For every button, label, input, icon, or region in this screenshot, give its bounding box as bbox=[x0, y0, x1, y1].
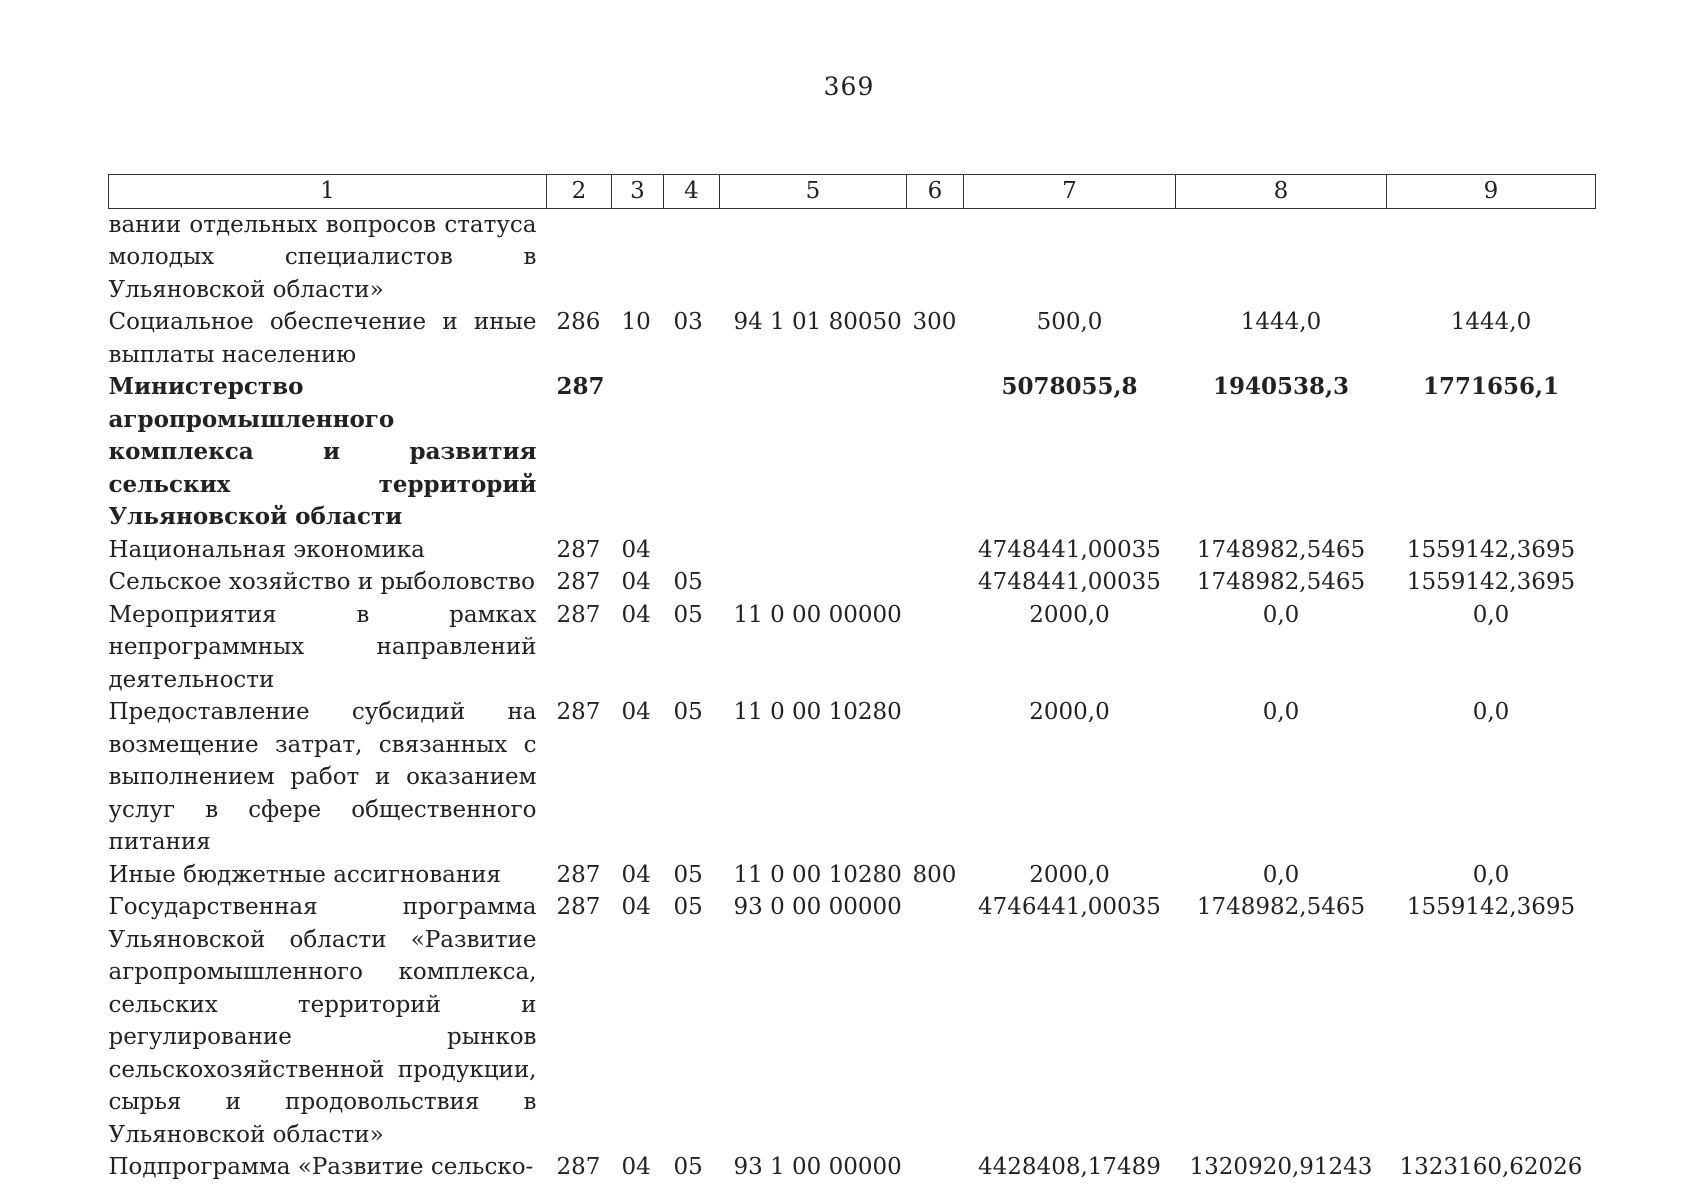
row-value-col9: 1444,0 bbox=[1450, 309, 1532, 335]
header-col-1: 1 bbox=[109, 175, 547, 209]
row-ministry-code: 287 bbox=[556, 373, 605, 400]
table-row bbox=[109, 371, 1596, 534]
row-value-col9: 1559142,3695 bbox=[1406, 894, 1576, 920]
row-expense-type bbox=[907, 534, 964, 567]
row-value-col9: 1559142,3695 bbox=[1406, 569, 1576, 595]
row-value-col8: 1748982,5465 bbox=[1196, 536, 1366, 563]
header-col-7: 7 bbox=[964, 175, 1176, 209]
row-section: 04 bbox=[621, 536, 651, 563]
row-subsection: 05 bbox=[673, 601, 703, 628]
row-ministry-code: 287 bbox=[556, 536, 601, 563]
row-ministry-code: 287 bbox=[556, 1154, 601, 1180]
row-value-col9: 1559142,3695 bbox=[1406, 536, 1576, 563]
table-header-row bbox=[109, 175, 1596, 209]
row-value-col7: 4748441,00035 bbox=[978, 536, 1161, 563]
row-value-col7: 2000,0 bbox=[1029, 601, 1110, 628]
row-name: Министерство агропромышленного комплекса и развития сельских территорий Ульяновской области bbox=[108, 373, 537, 530]
table-row bbox=[109, 208, 1596, 306]
row-name: Сельское хозяйство и рыболовство bbox=[108, 569, 535, 595]
row-value-col8: 1320920,91243 bbox=[1189, 1154, 1373, 1180]
row-subsection bbox=[664, 208, 720, 306]
row-subsection: 05 bbox=[673, 861, 703, 888]
header-col-8: 8 bbox=[1176, 175, 1387, 209]
row-value-col8: 1748982,5465 bbox=[1196, 894, 1366, 920]
row-value-col8: 1444,0 bbox=[1240, 309, 1322, 335]
table-row bbox=[109, 891, 1596, 1151]
row-value-col7: 5078055,8 bbox=[1001, 373, 1138, 400]
row-name: Подпрограмма «Развитие сельско- bbox=[108, 1154, 534, 1180]
row-expense-type: 300 bbox=[912, 309, 957, 335]
row-ministry-code: 287 bbox=[556, 569, 601, 595]
header-col-3: 3 bbox=[612, 175, 664, 209]
row-value-col8 bbox=[1176, 208, 1387, 306]
row-target-article bbox=[720, 371, 907, 534]
row-section: 04 bbox=[621, 1154, 651, 1180]
table-row bbox=[109, 696, 1596, 859]
row-ministry-code bbox=[547, 208, 612, 306]
row-ministry-code: 286 bbox=[556, 309, 601, 335]
row-section bbox=[612, 371, 664, 534]
table-row bbox=[109, 1151, 1596, 1184]
header-col-5: 5 bbox=[720, 175, 907, 209]
row-name: вании отдельных вопросов статуса молодых специалистов в Ульяновской области» bbox=[108, 211, 537, 303]
row-name: Мероприятия в рамках непрограммных направлений деятельности bbox=[108, 601, 537, 693]
row-name: Национальная экономика bbox=[108, 536, 425, 563]
row-expense-type bbox=[907, 696, 964, 859]
row-expense-type bbox=[907, 566, 964, 599]
row-section bbox=[612, 208, 664, 306]
row-name: Иные бюджетные ассигнования bbox=[108, 861, 502, 888]
row-value-col9 bbox=[1387, 208, 1596, 306]
row-value-col7: 4428408,17489 bbox=[978, 1154, 1161, 1180]
row-name: Социальное обеспечение и иные выплаты населению bbox=[108, 309, 537, 368]
row-subsection: 05 bbox=[673, 699, 703, 725]
row-section: 04 bbox=[621, 894, 651, 920]
row-target-article: 11 0 00 10280 bbox=[733, 861, 902, 888]
row-target-article: 93 1 00 00000 bbox=[733, 1154, 902, 1180]
row-ministry-code: 287 bbox=[556, 894, 601, 920]
row-expense-type bbox=[907, 208, 964, 306]
row-name: Государственная программа Ульяновской области «Развитие агропромышленного комплекса, сельских территорий и регулирование рынков сельскохозяйственной продукции, сырья и продовольствия в Ульяновской области» bbox=[108, 894, 537, 1148]
row-expense-type bbox=[907, 891, 964, 1151]
row-subsection: 03 bbox=[673, 309, 703, 335]
row-value-col9: 0,0 bbox=[1472, 699, 1510, 725]
row-value-col9: 1771656,1 bbox=[1422, 373, 1560, 400]
row-value-col7 bbox=[964, 208, 1176, 306]
row-value-col7: 4748441,00035 bbox=[978, 569, 1161, 595]
row-target-article: 93 0 00 00000 bbox=[733, 894, 902, 920]
header-col-2: 2 bbox=[547, 175, 612, 209]
table-row bbox=[109, 534, 1596, 567]
row-ministry-code: 287 bbox=[556, 699, 601, 725]
row-value-col8: 0,0 bbox=[1262, 861, 1300, 888]
row-target-article: 94 1 01 80050 bbox=[733, 309, 902, 335]
header-col-9: 9 bbox=[1387, 175, 1596, 209]
header-col-6: 6 bbox=[907, 175, 964, 209]
row-target-article: 11 0 00 10280 bbox=[733, 699, 902, 725]
row-subsection: 05 bbox=[673, 1154, 703, 1180]
row-value-col9: 0,0 bbox=[1472, 861, 1510, 888]
row-expense-type bbox=[907, 371, 964, 534]
row-value-col9: 1323160,62026 bbox=[1399, 1154, 1583, 1180]
row-name: Предоставление субсидий на возмещение затрат, связанных с выполнением работ и оказанием услуг в сфере общественного питания bbox=[108, 699, 537, 855]
row-section: 04 bbox=[621, 601, 651, 628]
row-value-col7: 500,0 bbox=[1036, 309, 1103, 335]
row-subsection bbox=[664, 371, 720, 534]
row-value-col8: 0,0 bbox=[1262, 699, 1300, 725]
row-value-col7: 2000,0 bbox=[1029, 699, 1110, 725]
row-value-col7: 4746441,00035 bbox=[978, 894, 1161, 920]
table-row bbox=[109, 599, 1596, 697]
row-target-article: 11 0 00 00000 bbox=[733, 601, 902, 628]
header-col-4: 4 bbox=[664, 175, 720, 209]
row-section: 04 bbox=[621, 569, 651, 595]
row-target-article bbox=[720, 534, 907, 567]
table-row bbox=[109, 859, 1596, 892]
row-expense-type bbox=[907, 1151, 964, 1184]
row-section: 10 bbox=[621, 309, 651, 335]
row-target-article bbox=[720, 208, 907, 306]
row-value-col8: 1940538,3 bbox=[1212, 373, 1350, 400]
row-expense-type: 800 bbox=[912, 861, 957, 888]
row-value-col8: 1748982,5465 bbox=[1196, 569, 1366, 595]
row-value-col7: 2000,0 bbox=[1029, 861, 1110, 888]
page-number: 369 bbox=[823, 72, 875, 101]
table-row bbox=[109, 566, 1596, 599]
table-row bbox=[109, 306, 1596, 371]
budget-table bbox=[108, 174, 1596, 1184]
row-subsection: 05 bbox=[673, 894, 703, 920]
row-value-col9: 0,0 bbox=[1472, 601, 1510, 628]
row-ministry-code: 287 bbox=[556, 601, 601, 628]
row-ministry-code: 287 bbox=[556, 861, 601, 888]
table-body bbox=[109, 208, 1596, 1184]
row-section: 04 bbox=[621, 699, 651, 725]
row-expense-type bbox=[907, 599, 964, 697]
row-value-col8: 0,0 bbox=[1262, 601, 1300, 628]
row-subsection: 05 bbox=[673, 569, 703, 595]
row-target-article bbox=[720, 566, 907, 599]
row-subsection bbox=[664, 534, 720, 567]
row-section: 04 bbox=[621, 861, 651, 888]
